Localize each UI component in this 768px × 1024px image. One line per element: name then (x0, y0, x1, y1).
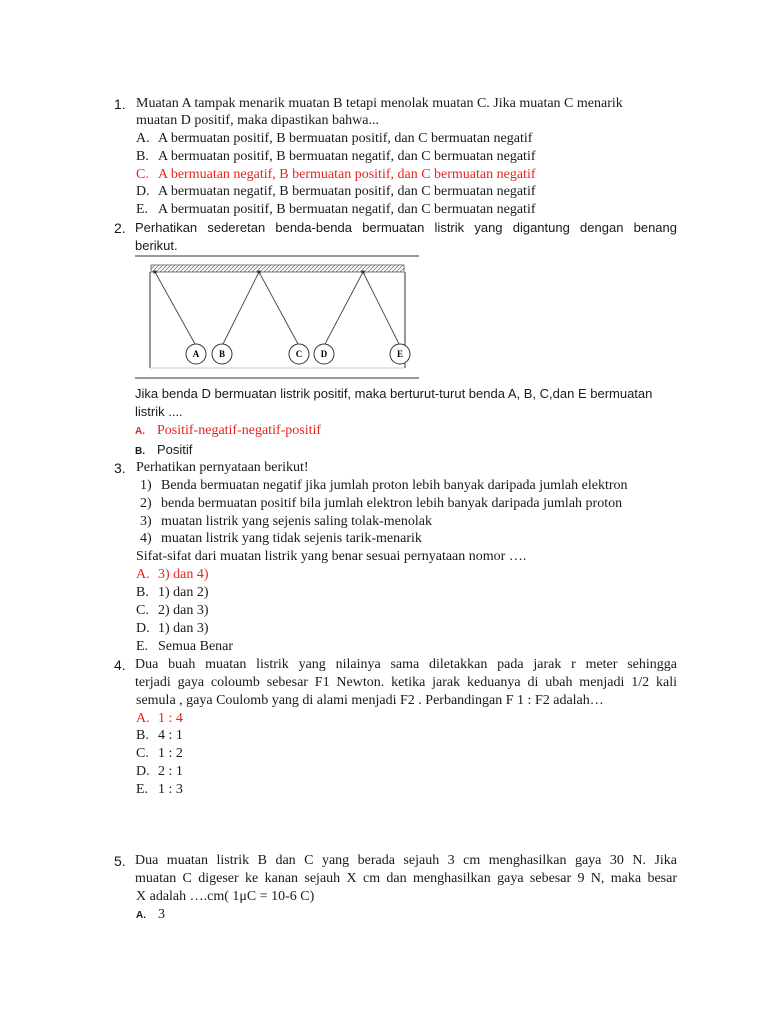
answer-option: C. 2) dan 3) (136, 603, 209, 618)
answer-option-correct: A. 1 : 4 (136, 711, 183, 726)
answer-option: B. 4 : 1 (136, 728, 183, 743)
svg-text:D: D (320, 349, 328, 359)
question-text-line: semula , gaya Coulomb yang di alami menjadi F2 . Perbandingan F 1 : F2 adalah… (136, 693, 604, 708)
question-text-line: Perhatikan sederetan benda-benda bermuatan listrik yang digantung dengan benang (135, 220, 677, 235)
answer-option: A. A bermuatan positif, B bermuatan positif, dan C bermuatan negatif (136, 131, 533, 146)
pivot-point (153, 270, 156, 273)
question-number: 3. (114, 460, 126, 476)
question-text-line: listrik .... (135, 404, 183, 419)
threads (155, 272, 399, 344)
question-text-line: Dua buah muatan listrik yang nilainya sama diletakkan pada jarak r meter sehingga (135, 657, 677, 672)
question-text-line: Jika benda D bermuatan listrik positif, maka berturut-turut benda A, B, C,dan E bermuatan (135, 386, 653, 401)
answer-option: C. 1 : 2 (136, 746, 183, 761)
answer-option-correct: C. A bermuatan negatif, B bermuatan positif, dan C bermuatan negatif (136, 167, 536, 182)
question-text-line: Perhatikan pernyataan berikut! (136, 460, 309, 475)
answer-option: B. 1) dan 2) (136, 585, 209, 600)
answer-option: D. 2 : 1 (136, 764, 183, 779)
question-text-line: berikut. (135, 238, 178, 253)
answer-option: D. 1) dan 3) (136, 621, 209, 636)
question-text-line: Dua muatan listrik B dan C yang berada sejauh 3 cm menghasilkan gaya 30 N. Jika (135, 853, 677, 868)
pivot-point (257, 270, 260, 273)
question-text-line: X adalah ….cm( 1μC = 10-6 C) (136, 889, 315, 904)
pivot-point (361, 270, 364, 273)
question-number: 2. (114, 220, 126, 236)
question-number: 1. (114, 96, 126, 112)
charge-ball-c (289, 344, 309, 364)
answer-option: B. A bermuatan positif, B bermuatan negatif, dan C bermuatan negatif (136, 149, 536, 164)
question-text-line: terjadi gaya coloumb sebesar F1 Newton. ketika jarak keduanya di ubah menjadi 1/2 kali (135, 675, 677, 690)
question-number: 4. (114, 657, 126, 673)
question-number: 5. (114, 853, 126, 869)
answer-option: D. A bermuatan negatif, B bermuatan positif, dan C bermuatan negatif (136, 184, 536, 199)
statement-item: 2) benda bermuatan positif bila jumlah elektron lebih banyak daripada jumlah proton (140, 496, 623, 511)
question-text-line: Sifat-sifat dari muatan listrik yang benar sesuai pernyataan nomor …. (136, 549, 527, 564)
answer-option-correct: A. 3) dan 4) (136, 567, 209, 582)
answer-option: B. Positif (135, 442, 193, 457)
ceiling-support (151, 265, 404, 272)
answer-option: E. A bermuatan positif, B bermuatan negatif, dan C bermuatan negatif (136, 202, 536, 217)
statement-item: 4) muatan listrik yang tidak sejenis tarik-menarik (140, 531, 422, 546)
answer-option-correct: A. Positif-negatif-negatif-positif (135, 423, 322, 438)
question-text-line: Muatan A tampak menarik muatan B tetapi menolak muatan C. Jika muatan C menarik (136, 96, 623, 111)
question-text-line: muatan D positif, maka dipastikan bahwa... (136, 113, 379, 128)
svg-text:B: B (218, 349, 226, 359)
answer-option: E. 1 : 3 (136, 782, 183, 797)
statement-item: 1) Benda bermuatan negatif jika jumlah proton lebih banyak daripada jumlah elektron (140, 478, 628, 493)
hanging-charges-figure (134, 254, 420, 380)
statement-item: 3) muatan listrik yang sejenis saling tolak-menolak (140, 514, 432, 529)
answer-option: A. 3 (136, 907, 165, 922)
svg-text:C: C (295, 349, 303, 359)
charge-ball-a (186, 344, 206, 364)
charge-ball-b (212, 344, 232, 364)
charge-ball-d (314, 344, 334, 364)
svg-text:A: A (192, 349, 200, 359)
charge-ball-e (390, 344, 410, 364)
question-text-line: muatan C digeser ke kanan sejauh X cm dan menghasilkan gaya sebesar 9 N, maka besar (135, 871, 677, 886)
svg-text:E: E (396, 349, 404, 359)
answer-option: E. Semua Benar (136, 639, 234, 654)
